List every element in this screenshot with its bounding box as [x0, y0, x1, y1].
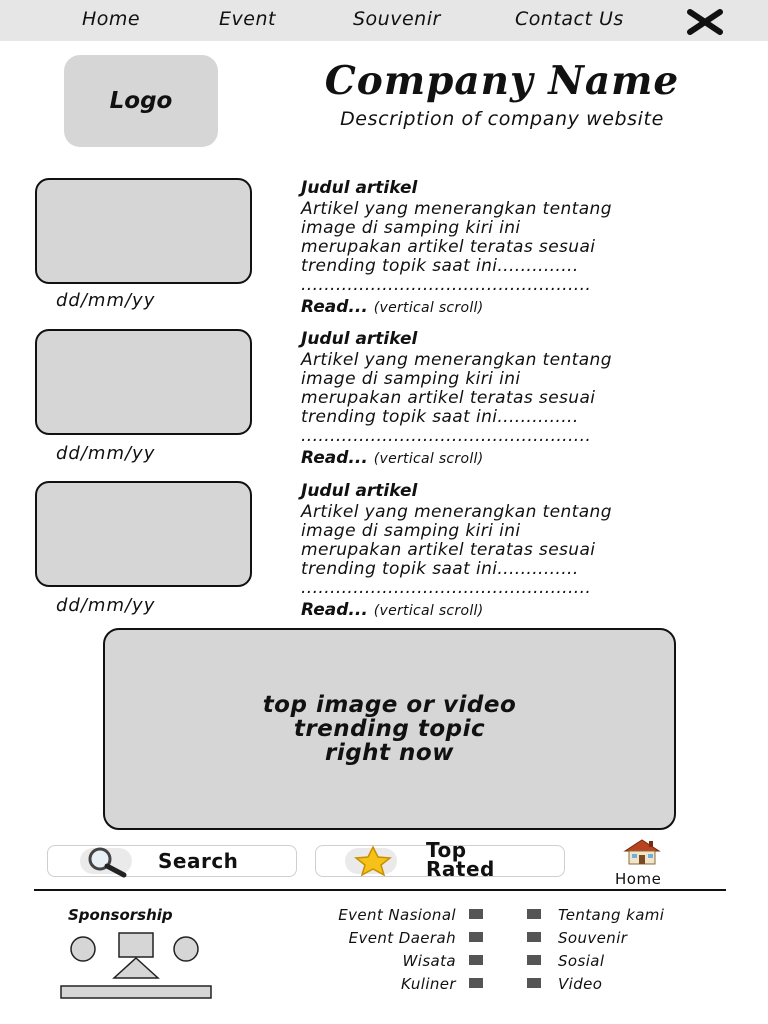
- article-read-more[interactable]: [301, 600, 483, 620]
- close-icon[interactable]: [686, 9, 724, 35]
- article-date: dd/mm/yy: [56, 443, 156, 464]
- article-thumbnail[interactable]: [35, 481, 252, 587]
- footer-link-event-daerah[interactable]: Event Daerah: [348, 929, 456, 947]
- featured-media-caption: top image or video trending topic right now: [262, 692, 517, 766]
- footer-link-wisata[interactable]: Wisata: [402, 952, 456, 970]
- read-more-hint: (vertical scroll): [373, 300, 484, 316]
- nav-event[interactable]: Event: [219, 8, 276, 30]
- article-excerpt: Artikel yang menerangkan tentang image di samping kiri ini merupakan artikel teratas sesuai trending topik saat ini.............. ..................................................: [301, 350, 612, 446]
- footer-link-sosial[interactable]: Sosial: [558, 952, 605, 970]
- logo[interactable]: [64, 55, 218, 147]
- house-icon[interactable]: [622, 838, 662, 866]
- article-date: dd/mm/yy: [56, 595, 156, 616]
- bullet-square: [469, 955, 483, 965]
- top-rated-label[interactable]: Top Rated: [426, 838, 495, 881]
- bullet-square: [527, 955, 541, 965]
- footer-link-souvenir[interactable]: Souvenir: [558, 929, 628, 947]
- read-more-label[interactable]: Read...: [301, 600, 368, 620]
- footer-divider: [34, 889, 726, 891]
- featured-media[interactable]: [103, 628, 676, 830]
- article-excerpt: Artikel yang menerangkan tentang image di samping kiri ini merupakan artikel teratas sesuai trending topik saat ini.............. ..................................................: [301, 502, 612, 598]
- bullet-square: [527, 978, 541, 988]
- article-date: dd/mm/yy: [56, 290, 156, 311]
- article-excerpt: Artikel yang menerangkan tentang image di samping kiri ini merupakan artikel teratas sesuai trending topik saat ini.............. ..................................................: [301, 199, 612, 295]
- article-read-more[interactable]: [301, 297, 483, 317]
- bullet-square: [527, 909, 541, 919]
- read-more-label[interactable]: Read...: [301, 448, 368, 468]
- article-thumbnail[interactable]: [35, 329, 252, 435]
- footer-link-tentang-kami[interactable]: Tentang kami: [558, 906, 665, 924]
- nav-souvenir[interactable]: Souvenir: [353, 8, 441, 30]
- article-title[interactable]: Judul artikel: [301, 178, 418, 198]
- bullet-square: [469, 978, 483, 988]
- logo-label: Logo: [109, 88, 173, 114]
- home-label[interactable]: Home: [615, 870, 662, 888]
- footer-link-video[interactable]: Video: [558, 975, 603, 993]
- bullet-square: [469, 932, 483, 942]
- nav-contact-us[interactable]: Contact Us: [515, 8, 624, 30]
- read-more-hint: (vertical scroll): [373, 603, 484, 619]
- sponsor-logos-placeholder: [58, 930, 214, 1002]
- sponsorship-title: Sponsorship: [68, 906, 173, 924]
- nav-home[interactable]: Home: [82, 8, 141, 30]
- read-more-label[interactable]: Read...: [301, 297, 368, 317]
- article-read-more[interactable]: [301, 448, 483, 468]
- magnifier-icon[interactable]: [84, 846, 130, 878]
- search-label[interactable]: Search: [158, 849, 239, 873]
- bullet-square: [527, 932, 541, 942]
- footer-link-kuliner[interactable]: Kuliner: [401, 975, 456, 993]
- star-icon[interactable]: [352, 845, 394, 877]
- company-description: Description of company website: [340, 108, 664, 130]
- article-title[interactable]: Judul artikel: [301, 481, 418, 501]
- footer-link-event-nasional[interactable]: Event Nasional: [338, 906, 456, 924]
- company-name: Company Name: [324, 58, 680, 104]
- article-title[interactable]: Judul artikel: [301, 329, 418, 349]
- article-thumbnail[interactable]: [35, 178, 252, 284]
- read-more-hint: (vertical scroll): [373, 451, 484, 467]
- bullet-square: [469, 909, 483, 919]
